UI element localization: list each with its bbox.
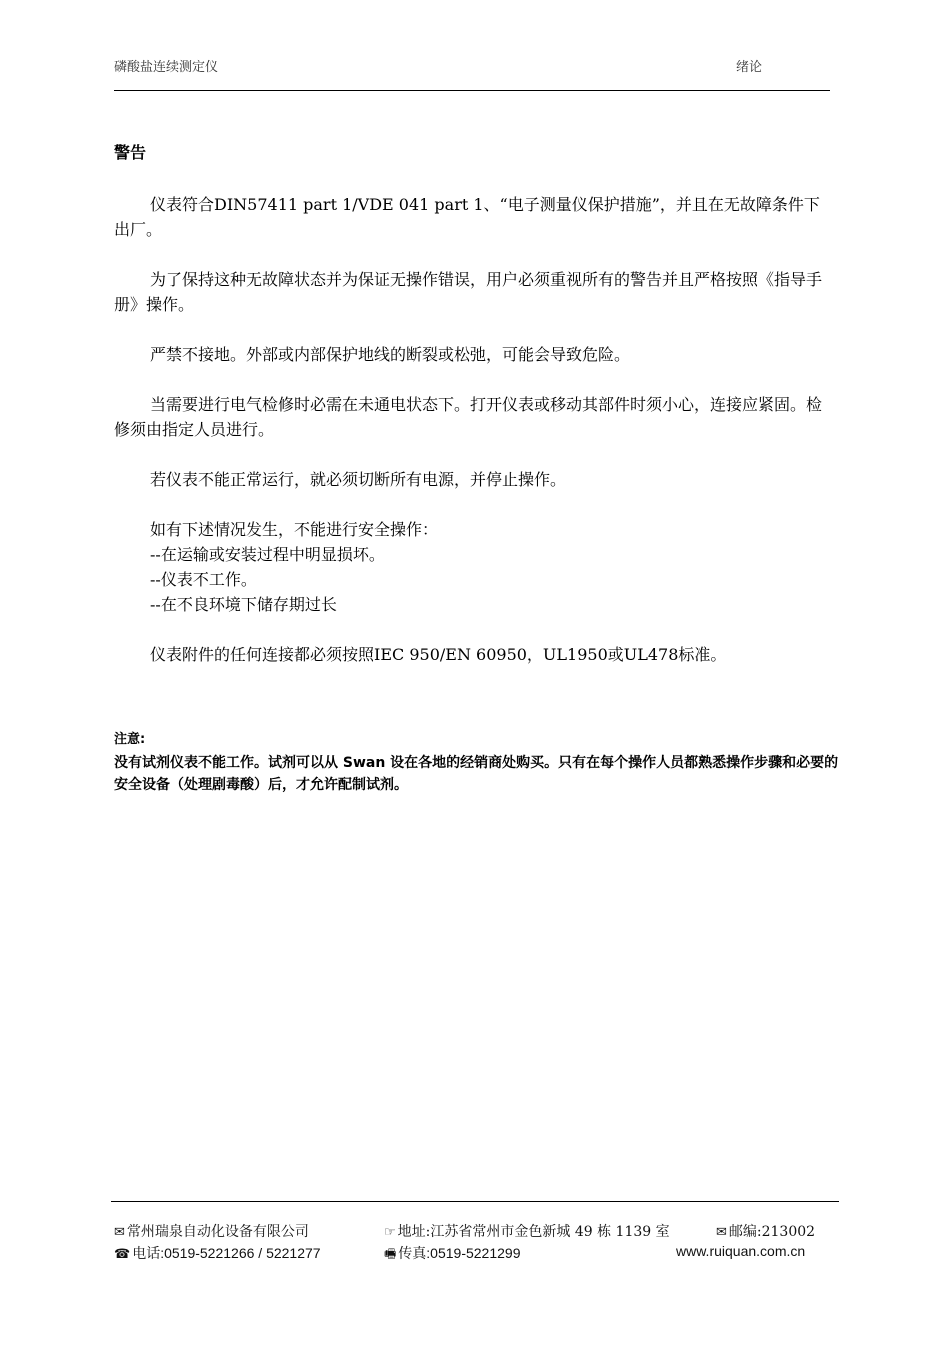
fax-info	[384, 1243, 520, 1267]
warning-heading: 警告	[114, 143, 147, 162]
unsafe-conditions-list	[114, 517, 830, 617]
fax-text: 传真:0519-5221299	[398, 1245, 521, 1261]
postcode-text: 邮编:213002	[728, 1224, 816, 1240]
mailbox-icon: ✉	[716, 1225, 727, 1240]
list-intro: 如有下述情况发生，不能进行安全操作：	[150, 520, 439, 539]
phone-info	[114, 1243, 321, 1263]
postcode-info	[716, 1221, 815, 1241]
fax-icon: 🖷	[384, 1246, 397, 1261]
document-title: 磷酸盐连续测定仪	[114, 60, 219, 75]
warning-paragraph: 为了保持这种无故障状态并为保证无操作错误，用户必须重视所有的警告并且严格按照《指导手册》操作。	[114, 270, 823, 314]
phone-text: 电话:0519-5221266 / 5221277	[132, 1245, 321, 1261]
company-info	[114, 1221, 309, 1241]
company-name: 常州瑞泉自动化设备有限公司	[126, 1224, 309, 1240]
telephone-icon: ☎	[114, 1246, 131, 1261]
address-text: 地址:江苏省常州市金色新城 49 栋 1139 室	[397, 1224, 670, 1240]
footer-row	[114, 1221, 830, 1243]
warning-paragraph: 当需要进行电气检修时必需在未通电状态下。打开仪表或移动其部件时须小心，连接应紧固。检修须由指定人员进行。	[114, 395, 823, 439]
warning-paragraph: 严禁不接地。外部或内部保护地线的断裂或松弛，可能会导致危险。	[150, 345, 631, 364]
warning-paragraph: 若仪表不能正常运行，就必须切断所有电源，并停止操作。	[150, 470, 567, 489]
note-heading: 注意:	[114, 732, 146, 747]
address-info	[384, 1221, 670, 1241]
website-link[interactable]: www.ruiquan.com.cn	[676, 1243, 806, 1259]
footer-row	[114, 1243, 830, 1265]
chapter-title: 绪论	[736, 60, 763, 75]
pointing-hand-icon: ☞	[384, 1225, 396, 1240]
page-footer	[114, 1221, 830, 1265]
note-text: 没有试剂仪表不能工作。试剂可以从 Swan 设在各地的经销商处购买。只有在每个操作人员都熟悉操作步骤和必要的安全设备（处理剧毒酸）后，才允许配制试剂。	[114, 755, 839, 793]
warning-paragraph: 仪表附件的任何连接都必须按照IEC 950/EN 60950，UL1950或UL478标准。	[150, 645, 727, 664]
warning-body	[114, 192, 830, 692]
warning-paragraph: 仪表符合DIN57411 part 1/VDE 041 part 1、“电子测量仪保护措施”，并且在无故障条件下出厂。	[114, 195, 820, 239]
page-header	[114, 56, 830, 91]
list-item: --在运输或安装过程中明显损坏。	[150, 545, 385, 564]
footer-divider	[111, 1201, 839, 1202]
list-item: --仪表不工作。	[150, 570, 257, 589]
list-item: --在不良环境下储存期过长	[150, 595, 337, 614]
envelope-icon: ✉	[114, 1225, 125, 1240]
